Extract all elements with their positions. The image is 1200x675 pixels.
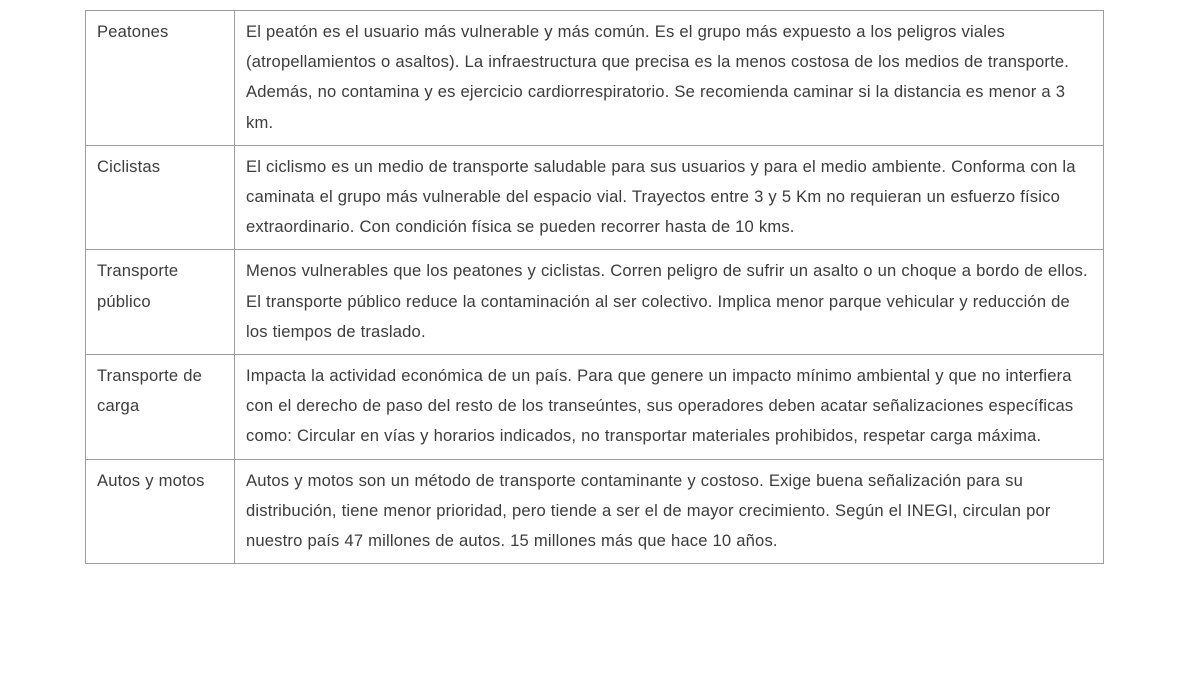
row-description-cell xyxy=(235,145,1104,250)
row-label-cell xyxy=(86,250,235,355)
row-label-text: Ciclistas xyxy=(97,156,161,176)
row-label-cell xyxy=(86,11,235,146)
row-description-text: Autos y motos son un método de transporte contaminante y costoso. Exige buena señalización para su distribución, tiene menor prioridad, pero tiende a ser el de mayor crecimiento. Según el INEGI, circulan por nuestro país 47 millones de autos. 15 millones más que hace 10 años. xyxy=(246,470,1056,551)
table-row xyxy=(86,355,1104,460)
table-row xyxy=(86,11,1104,146)
table-row xyxy=(86,459,1104,564)
table-row xyxy=(86,250,1104,355)
row-label-text: Transporte público xyxy=(97,261,184,311)
row-description-cell xyxy=(235,250,1104,355)
row-label-cell xyxy=(86,355,235,460)
table-body xyxy=(86,11,1104,564)
row-label-text: Autos y motos xyxy=(97,470,205,490)
row-description-cell xyxy=(235,11,1104,146)
row-description-cell xyxy=(235,459,1104,564)
row-description-text: Impacta la actividad económica de un país. Para que genere un impacto mínimo ambiental y que no interfiera con el derecho de paso del resto de los transeúntes, sus operadores deben acatar señalizaciones específicas como: Circular en vías y horarios indicados, no transportar materiales prohibidos, respetar carga máxima. xyxy=(246,366,1079,446)
row-label-cell xyxy=(86,459,235,564)
row-description-text: Menos vulnerables que los peatones y ciclistas. Corren peligro de sufrir un asalto o un choque a bordo de ellos. El transporte público reduce la contaminación al ser colectivo. Implica menor parque vehicular y reducción de los tiempos de traslado. xyxy=(246,261,1093,341)
row-description-text: El ciclismo es un medio de transporte saludable para sus usuarios y para el medio ambiente. Conforma con la caminata el grupo más vulnerable del espacio vial. Trayectos entre 3 y 5 Km no requieran un esfuerzo físico extraordinario. Con condición física se pueden recorrer hasta de 10 kms. xyxy=(246,156,1081,237)
row-label-text: Peatones xyxy=(97,22,169,41)
row-description-text: El peatón es el usuario más vulnerable y más común. Es el grupo más expuesto a los peligros viales (atropellamientos o asaltos). La infraestructura que precisa es la menos costosa de los medios de transporte. Además, no contamina y es ejercicio cardiorrespiratorio. Se recomienda caminar si la distancia es menor a 3 km. xyxy=(246,22,1074,132)
table-row xyxy=(86,145,1104,250)
row-description-cell xyxy=(235,355,1104,460)
row-label-text: Transporte de carga xyxy=(97,366,207,416)
transport-modes-table xyxy=(85,10,1104,564)
row-label-cell xyxy=(86,145,235,250)
